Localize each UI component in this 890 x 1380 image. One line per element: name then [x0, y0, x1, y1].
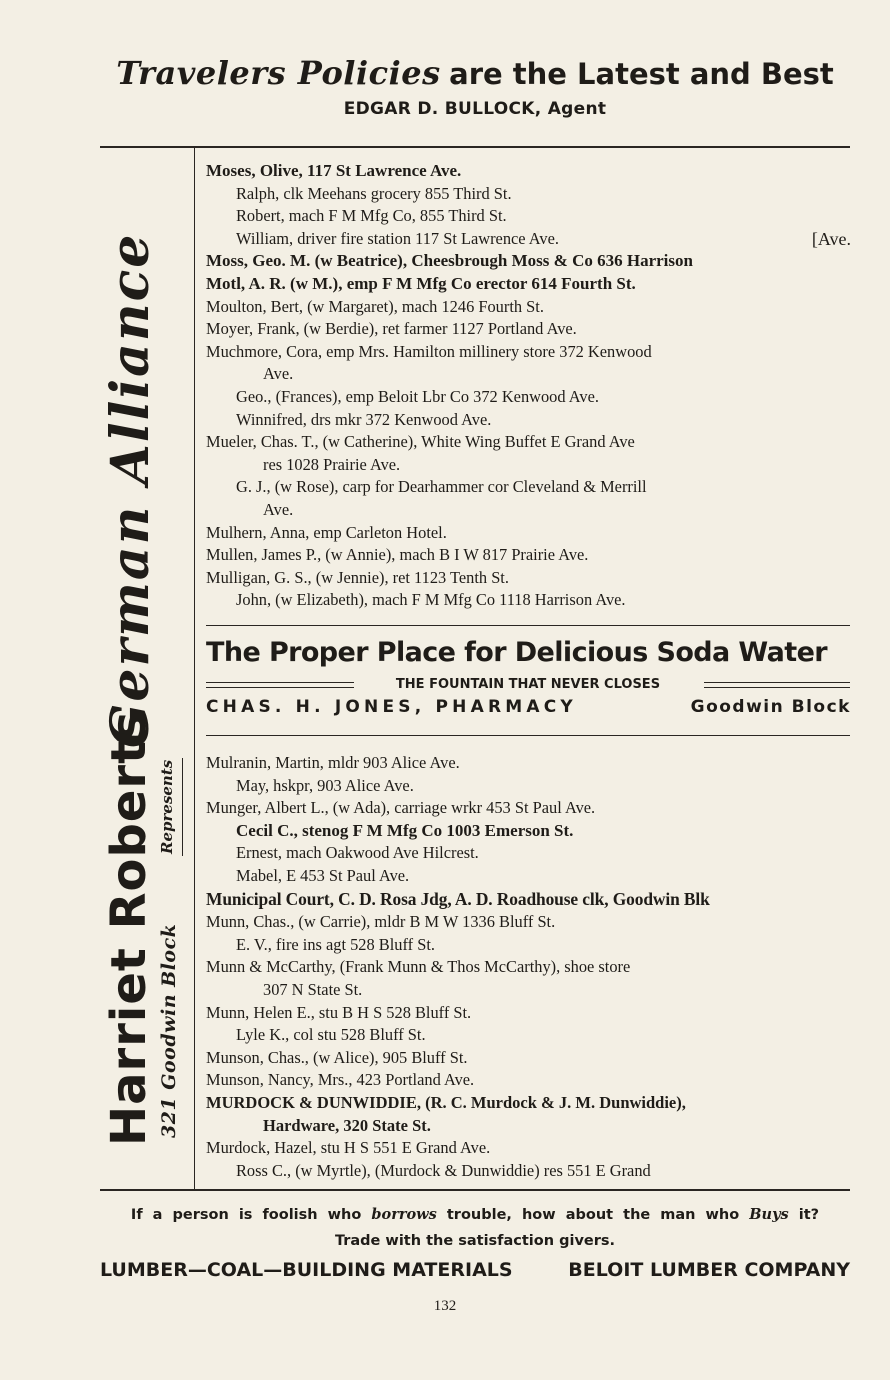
directory-entry [206, 386, 851, 409]
directory-entry [206, 820, 851, 843]
directory-entry [206, 1069, 851, 1092]
directory-entry [206, 250, 851, 273]
directory-entry-text: E. V., fire ins agt 528 Bluff St. [236, 934, 435, 954]
directory-entry-text: Mullen, James P., (w Annie), mach B I W 817 Prairie Ave. [206, 545, 589, 565]
directory-entry [206, 1024, 851, 1047]
directory-entry-text: res 1028 Prairie Ave. [263, 454, 401, 474]
directory-entry-text: Munn, Chas., (w Carrie), mldr B M W 1336 Bluff St. [206, 912, 556, 932]
bottom-rule [100, 1189, 850, 1191]
directory-entry-text: Mulligan, G. S., (w Jennie), ret 1123 Tenth St. [206, 567, 509, 587]
directory-entry [206, 567, 851, 590]
header-agent: EDGAR D. BULLOCK, Agent [343, 99, 607, 119]
directory-entry-text: Geo., (Frances), emp Beloit Lbr Co 372 Kenwood Ave. [236, 386, 599, 406]
top-rule [100, 146, 850, 148]
footer-company-row [100, 1259, 850, 1281]
soda-ad-fountain-row [206, 676, 851, 694]
directory-entry-text: William, driver fire station 117 St Lawrence Ave. [236, 228, 559, 248]
directory-entry [206, 205, 851, 228]
side-ad-rule [182, 758, 183, 856]
directory-entry-text: Moyer, Frank, (w Berdie), ret farmer 1127 Portland Ave. [206, 319, 577, 339]
directory-entry [206, 318, 851, 341]
footer-slogan-borrows: borrows [371, 1206, 437, 1223]
directory-entry [206, 1047, 851, 1070]
directory-entry-text: Ave. [263, 364, 294, 384]
directory-entry-text: Mabel, E 453 St Paul Ave. [236, 865, 410, 885]
directory-entry [206, 1002, 851, 1025]
directory-entry [206, 797, 851, 820]
directory-entry [206, 911, 851, 934]
footer-slogan [100, 1206, 850, 1223]
header-tagline: are the Latest and Best [449, 57, 834, 91]
directory-entry-text: Mueler, Chas. T., (w Catherine), White Wing Buffet E Grand Ave [206, 432, 635, 452]
directory-entry-text: Motl, A. R. (w M.), emp F M Mfg Co erector 614 Fourth St. [206, 273, 636, 293]
column-divider [194, 146, 195, 1189]
directory-entry-text: Lyle K., col stu 528 Bluff St. [236, 1025, 426, 1045]
directory-listing-top [206, 160, 851, 612]
directory-entry [206, 363, 851, 386]
side-advertisement [100, 147, 194, 1189]
directory-entry-text: Munn & McCarthy, (Frank Munn & Thos McCarthy), shoe store [206, 957, 631, 977]
directory-entry-text: Municipal Court, C. D. Rosa Jdg, A. D. Roadhouse clk, Goodwin Blk [206, 888, 710, 909]
directory-entry-text: Munn, Helen E., stu B H S 528 Bluff St. [206, 1002, 472, 1022]
side-ad-represents: Represents [158, 759, 176, 854]
directory-entry [206, 522, 851, 545]
directory-entry-text: Ave. [263, 499, 294, 519]
directory-entry [206, 775, 851, 798]
footer-slogan-buys: Buys [749, 1206, 789, 1223]
directory-entry-text: Munson, Nancy, Mrs., 423 Portland Ave. [206, 1070, 475, 1090]
directory-entry-text: MURDOCK & DUNWIDDIE, (R. C. Murdock & J. M. Dunwiddie), [206, 1092, 686, 1112]
soda-ad-fountain: THE FOUNTAIN THAT NEVER CLOSES [395, 677, 661, 692]
directory-entry [206, 183, 851, 206]
directory-entry [206, 888, 851, 912]
soda-ad-pharmacy: CHAS. H. JONES, PHARMACY [206, 697, 577, 717]
footer-company: BELOIT LUMBER COMPANY [568, 1259, 850, 1281]
directory-entry [206, 934, 851, 957]
soda-ad-title: The Proper Place for Delicious Soda Water [206, 637, 828, 668]
directory-entry-text: Ross C., (w Myrtle), (Murdock & Dunwiddie) res 551 E Grand [236, 1160, 651, 1180]
directory-entry-text: Munson, Chas., (w Alice), 905 Bluff St. [206, 1047, 468, 1067]
soda-ad-bottom-rule [206, 735, 850, 736]
directory-entry-text: Moses, Olive, 117 St Lawrence Ave. [206, 161, 462, 180]
page-number: 132 [433, 1298, 457, 1314]
directory-entry [206, 1092, 851, 1115]
side-ad-address: 321 Goodwin Block [158, 923, 180, 1138]
directory-entry [206, 296, 851, 319]
directory-entry [206, 1137, 851, 1160]
directory-entry [206, 752, 851, 775]
directory-entry [206, 228, 851, 251]
directory-entry [206, 544, 851, 567]
directory-entry-text: Winnifred, drs mkr 372 Kenwood Ave. [236, 409, 492, 429]
directory-entry [206, 341, 851, 364]
side-ad-name: Harriet Roberts [101, 710, 157, 1146]
directory-entry-text: John, (w Elizabeth), mach F M Mfg Co 1118 Harrison Ave. [236, 590, 626, 610]
directory-entry-text: Robert, mach F M Mfg Co, 855 Third St. [236, 206, 507, 226]
directory-listing-bottom [206, 752, 851, 1182]
directory-entry [206, 160, 851, 183]
side-ad-company: German Alliance [100, 232, 161, 748]
directory-entry [206, 273, 851, 296]
directory-entry [206, 1115, 851, 1138]
directory-entry [206, 454, 851, 477]
directory-entry-text: Mulranin, Martin, mldr 903 Alice Ave. [206, 753, 460, 772]
soda-ad-location: Goodwin Block [690, 697, 851, 717]
soda-ad-double-rule-right [704, 682, 850, 688]
directory-entry-text: Hardware, 320 State St. [263, 1115, 431, 1135]
directory-entry-text: Ernest, mach Oakwood Ave Hilcrest. [236, 843, 479, 863]
footer-slogan-part-2: trouble, how about the man who [446, 1207, 740, 1223]
directory-entry-text: Moss, Geo. M. (w Beatrice), Cheesbrough Moss & Co 636 Harrison [206, 251, 693, 271]
directory-entry-text: Ralph, clk Meehans grocery 855 Third St. [236, 183, 512, 203]
directory-entry-text: Munger, Albert L., (w Ada), carriage wrkr 453 St Paul Ave. [206, 798, 596, 818]
directory-entry-text: Mulhern, Anna, emp Carleton Hotel. [206, 522, 447, 542]
directory-entry [206, 1160, 851, 1183]
footer-slogan-part-1: If a person is foolish who [130, 1207, 362, 1223]
directory-entry-text: Moulton, Bert, (w Margaret), mach 1246 Fourth St. [206, 296, 544, 316]
directory-entry [206, 979, 851, 1002]
directory-entry-text: Muchmore, Cora, emp Mrs. Hamilton millinery store 372 Kenwood [206, 341, 652, 361]
header-headline [100, 52, 850, 95]
directory-entry-text: Cecil C., stenog F M Mfg Co 1003 Emerson St. [236, 820, 574, 840]
soda-ad-pharmacy-row [206, 697, 851, 717]
header-brand: Travelers Policies [116, 54, 441, 92]
soda-ad-double-rule-left [206, 682, 354, 688]
directory-entry [206, 499, 851, 522]
footer-products: LUMBER—COAL—BUILDING MATERIALS [100, 1259, 513, 1281]
directory-entry-text: Murdock, Hazel, stu H S 551 E Grand Ave. [206, 1138, 491, 1158]
directory-entry [206, 431, 851, 454]
directory-entry [206, 589, 851, 612]
directory-entry-text: May, hskpr, 903 Alice Ave. [236, 775, 414, 795]
directory-entry [206, 476, 851, 499]
directory-entry [206, 865, 851, 888]
directory-entry [206, 409, 851, 432]
directory-entry [206, 842, 851, 865]
footer-slogan-part-3: it? [798, 1207, 820, 1223]
soda-ad-top-rule [206, 625, 850, 626]
directory-entry-text: 307 N State St. [263, 979, 363, 999]
footer-trade-line: Trade with the satisfaction givers. [334, 1233, 616, 1249]
directory-entry-text: G. J., (w Rose), carp for Dearhammer cor Cleveland & Merrill [236, 477, 647, 497]
directory-entry [206, 956, 851, 979]
header-advertisement [100, 52, 850, 119]
directory-entry-continuation: [Ave. [811, 228, 851, 249]
